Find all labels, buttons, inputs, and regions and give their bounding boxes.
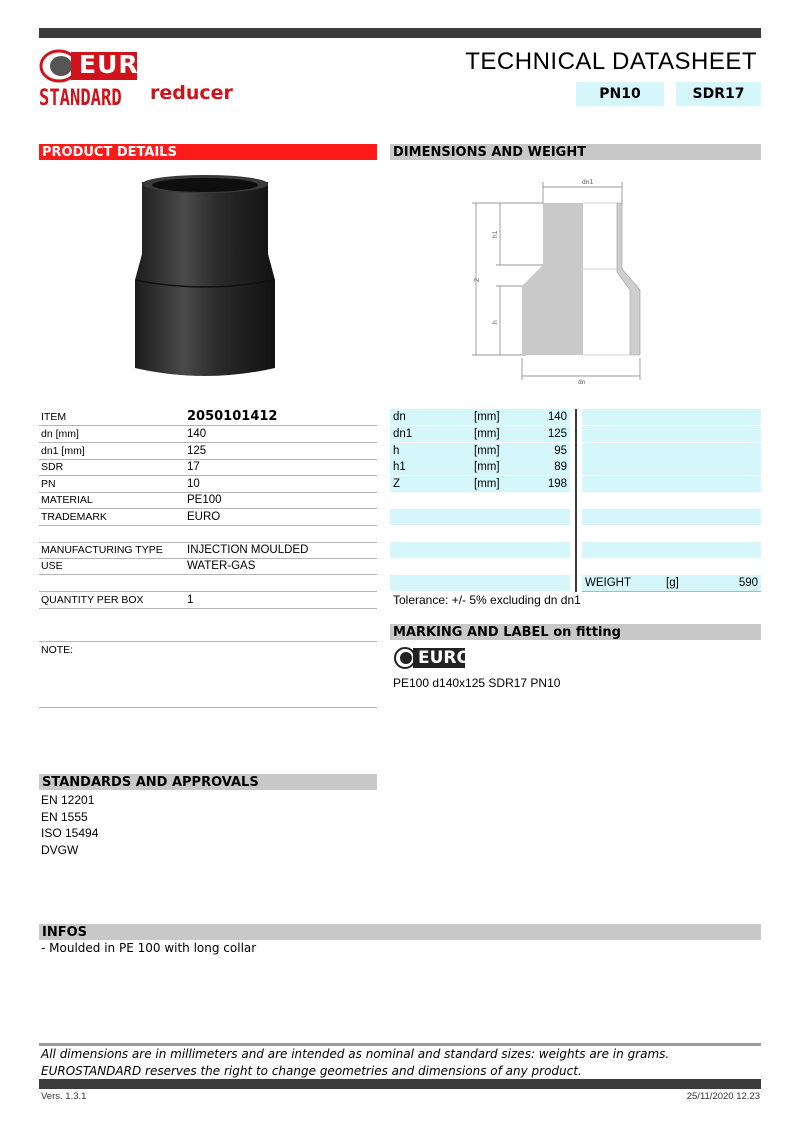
standards-header: STANDARDS AND APPROVALS — [39, 774, 377, 790]
detail-row-blank — [39, 526, 377, 543]
diagram-z-label: Z — [474, 277, 481, 282]
dimensions-weight-header: DIMENSIONS AND WEIGHT — [390, 144, 761, 160]
marking-header: MARKING AND LABEL on fitting — [390, 624, 761, 640]
logo-bottom-text: STANDARD — [39, 86, 122, 111]
detail-row-trademark: TRADEMARK EURO — [39, 509, 377, 526]
marking-logo-text: EURO — [418, 648, 471, 668]
diagram-dn-label: dn — [578, 379, 586, 386]
weight-cell-2 — [582, 426, 761, 443]
detail-row-material: MATERIAL PE100 — [39, 492, 377, 509]
dimension-row-empty-1 — [390, 509, 570, 526]
detail-row-blank-3 — [39, 625, 377, 642]
detail-row-blank-2 — [39, 575, 377, 592]
detail-row-quantity: QUANTITY PER BOX 1 — [39, 592, 377, 609]
weight-cell-4 — [582, 459, 761, 476]
weight-cell-6 — [582, 509, 761, 526]
dimension-diagram — [470, 172, 650, 387]
standard-item: DVGW — [41, 843, 79, 857]
weight-row: WEIGHT [g] 590 — [582, 575, 761, 592]
weight-rule — [582, 591, 761, 592]
product-details-header: PRODUCT DETAILS — [39, 144, 377, 160]
footer-disclaimer-2: EUROSTANDARD reserves the right to change geometries and dimensions of any product. — [41, 1064, 582, 1078]
dimension-row-empty-3 — [390, 575, 570, 592]
eurostandard-logo — [39, 47, 161, 119]
footer-date: 25/11/2020 12.23 — [686, 1091, 760, 1102]
dimension-divider — [575, 409, 577, 592]
detail-row-dn1: dn1 [mm] 125 — [39, 443, 377, 460]
pn-badge: PN10 — [576, 82, 664, 106]
sdr-badge: SDR17 — [676, 82, 761, 106]
weight-cell-3 — [582, 443, 761, 460]
detail-row-sdr: SDR 17 — [39, 459, 377, 476]
standard-item: EN 12201 — [41, 793, 95, 807]
dimension-row-empty-2 — [390, 542, 570, 559]
standard-item: ISO 15494 — [41, 826, 99, 840]
product-name: reducer — [150, 82, 233, 104]
detail-row-dn: dn [mm] 140 — [39, 426, 377, 443]
bottom-bar — [39, 1079, 761, 1089]
tolerance-text: Tolerance: +/- 5% excluding dn dn1 — [393, 593, 581, 607]
detail-row-item: ITEM 2050101412 — [39, 409, 377, 426]
diagram-dn1-label: dn1 — [582, 179, 594, 186]
diagram-h-label: h — [492, 320, 499, 324]
weight-cell-7 — [582, 542, 761, 559]
weight-cell-5 — [582, 476, 761, 493]
note-rule — [39, 707, 377, 708]
diagram-h1-label: h1 — [492, 230, 499, 238]
dimension-row-dn: dn [mm] 140 — [390, 409, 570, 426]
logo-top-text: EURO — [79, 50, 161, 79]
product-image — [130, 172, 280, 382]
standard-item: EN 1555 — [41, 810, 88, 824]
marking-logo — [394, 646, 471, 670]
infos-text: - Moulded in PE 100 with long collar — [41, 941, 257, 955]
footer-disclaimer-1: All dimensions are in millimeters and are intended as nominal and standard sizes: weights are in grams. — [41, 1047, 670, 1061]
detail-row-manufacturing: MANUFACTURING TYPE INJECTION MOULDED — [39, 542, 377, 559]
infos-header: INFOS — [39, 924, 761, 940]
page-title: TECHNICAL DATASHEET — [465, 48, 757, 75]
marking-text: PE100 d140x125 SDR17 PN10 — [393, 676, 561, 690]
dimension-row-h: h [mm] 95 — [390, 443, 570, 460]
detail-row-pn: PN 10 — [39, 476, 377, 493]
dimension-row-z: Z [mm] 198 — [390, 476, 570, 493]
dimension-row-dn1: dn1 [mm] 125 — [390, 426, 570, 443]
footer-version: Vers. 1.3.1 — [41, 1091, 87, 1102]
dimension-row-h1: h1 [mm] 89 — [390, 459, 570, 476]
top-bar — [39, 28, 761, 38]
detail-row-use: USE WATER-GAS — [39, 558, 377, 575]
note-label: NOTE: — [41, 644, 74, 656]
weight-cell-1 — [582, 409, 761, 426]
